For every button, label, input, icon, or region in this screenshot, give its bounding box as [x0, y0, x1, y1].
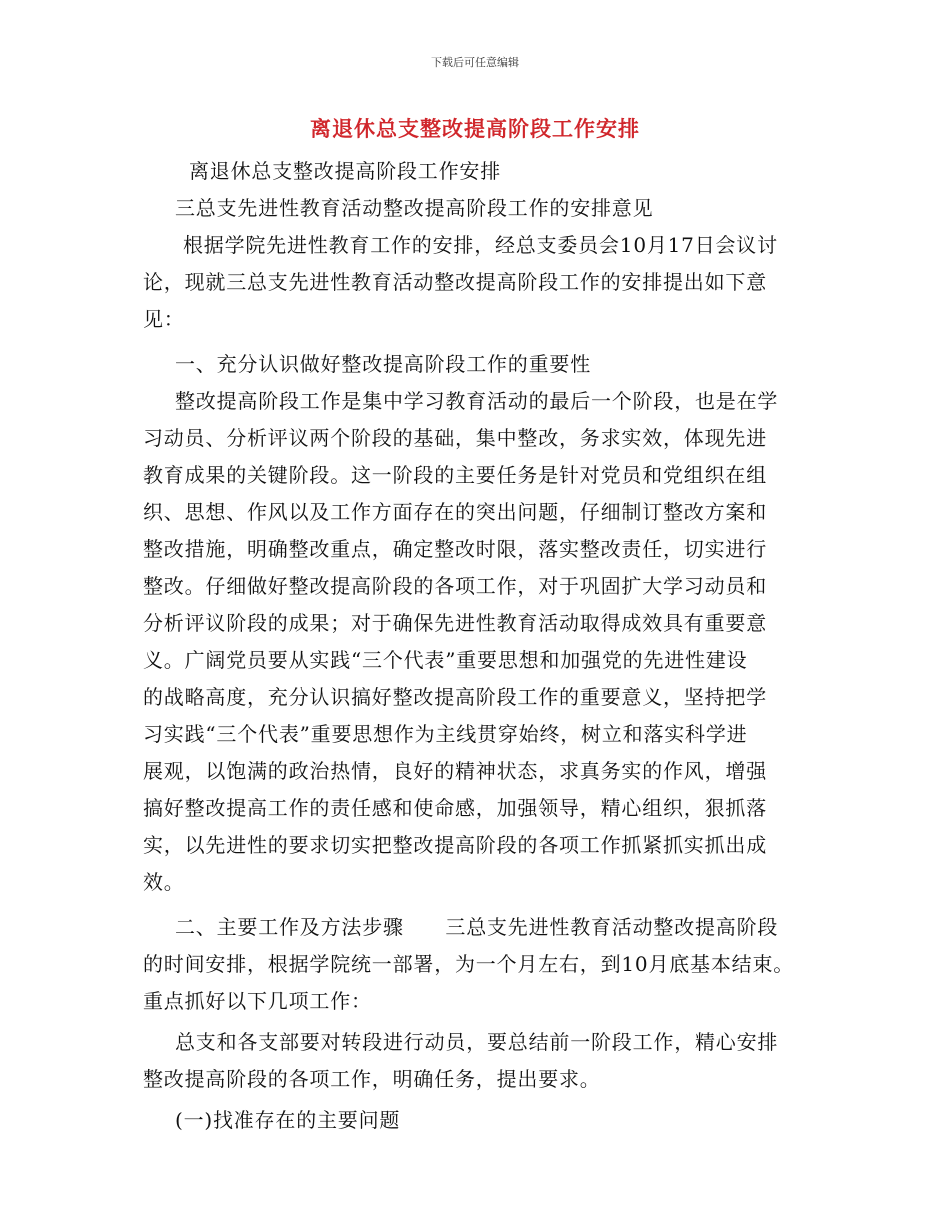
paragraph-line: 整改。仔细做好整改提高阶段的各项工作，对于巩固扩大学习动员和	[143, 574, 767, 598]
paragraph-line: 效。	[143, 870, 185, 894]
paragraph-line: 见：	[143, 307, 185, 331]
paragraph-line: 分析评议阶段的成果；对于确保先进性教育活动取得成效具有重要意	[143, 611, 767, 635]
paragraph-line: 重点抓好以下几项工作：	[143, 989, 372, 1013]
paragraph-line: 总支和各支部要对转段进行动员，要总结前一阶段工作，精心安排	[175, 1030, 779, 1054]
paragraph-line: 习动员、分析评议两个阶段的基础，集中整改，务求实效，体现先进	[143, 426, 767, 450]
paragraph-line: 整改提高阶段工作是集中学习教育活动的最后一个阶段，也是在学	[175, 389, 779, 413]
paragraph-line: 搞好整改提高工作的责任感和使命感，加强领导，精心组织，狠抓落	[143, 796, 767, 820]
header-note: 下载后可任意编辑	[431, 56, 519, 69]
paragraph-line: 根据学院先进性教育工作的安排，经总支委员会10月17日会议讨	[183, 233, 778, 257]
section-heading: 一、充分认识做好整改提高阶段工作的重要性	[175, 352, 591, 376]
paragraph-line: 整改提高阶段的各项工作，明确任务，提出要求。	[143, 1067, 601, 1091]
document-title: 离退休总支整改提高阶段工作安排	[310, 116, 640, 141]
paragraph-line: 实，以先进性的要求切实把整改提高阶段的各项工作抓紧抓实抓出成	[143, 833, 767, 857]
subtitle-line: 离退休总支整改提高阶段工作安排	[189, 159, 501, 183]
document-body	[143, 153, 823, 1139]
paragraph-line: 展观，以饱满的政治热情，良好的精神状态，求真务实的作风，增强	[143, 759, 767, 783]
heading-line: 三总支先进性教育活动整改提高阶段工作的安排意见	[175, 196, 654, 220]
paragraph-line: 整改措施，明确整改重点，确定整改时限，落实整改责任，切实进行	[143, 537, 767, 561]
section-heading: 二、主要工作及方法步骤 三总支先进性教育活动整改提高阶段	[175, 915, 779, 939]
paragraph-line: 的战略高度，充分认识搞好整改提高阶段工作的重要意义，坚持把学	[143, 685, 767, 709]
paragraph-line: 论，现就三总支先进性教育活动整改提高阶段工作的安排提出如下意	[143, 270, 767, 294]
paragraph-line: 的时间安排，根据学院统一部署，为一个月左右，到10月底基本结束。	[143, 952, 795, 976]
paragraph-line: 习实践“三个代表”重要思想作为主线贯穿始终，树立和落实科学进	[143, 722, 748, 746]
paragraph-line: 义。广阔党员要从实践“三个代表”重要思想和加强党的先进性建设	[143, 648, 748, 672]
paragraph-line: 织、思想、作风以及工作方面存在的突出问题，仔细制订整改方案和	[143, 500, 767, 524]
subsection-heading: (一)找准存在的主要问题	[175, 1108, 401, 1132]
paragraph-line: 教育成果的关键阶段。这一阶段的主要任务是针对党员和党组织在组	[143, 463, 767, 487]
